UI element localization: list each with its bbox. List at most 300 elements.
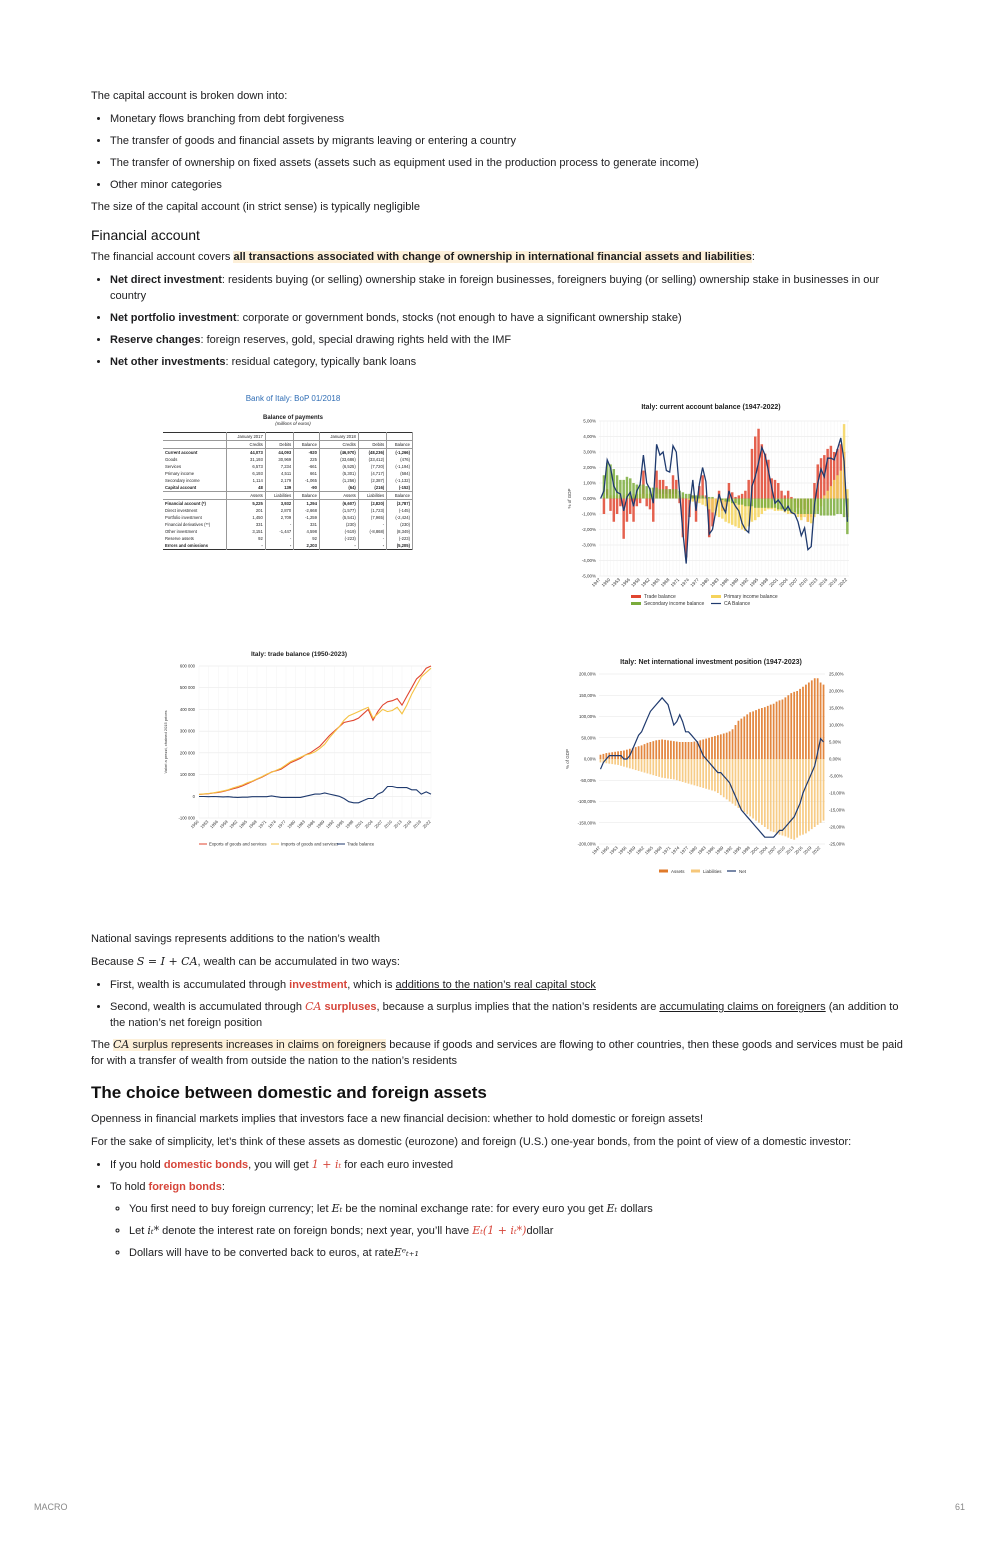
bar — [744, 499, 746, 507]
x-tick-label: 1959 — [626, 845, 637, 856]
table-cell: (64) — [319, 484, 358, 492]
table-cell: Capital account — [163, 484, 226, 492]
legend-label: CA Balance — [724, 601, 751, 607]
ca-chart-figure — [561, 396, 861, 616]
bar — [817, 499, 819, 515]
text: , which is — [347, 979, 396, 991]
y-tick-label: 500 000 — [179, 685, 195, 691]
bar — [711, 499, 713, 513]
emphasis: investment — [289, 979, 348, 991]
bar — [632, 483, 634, 499]
table-header-row — [163, 492, 413, 500]
table-cell: Balance — [387, 492, 413, 500]
bar — [740, 719, 742, 759]
table-cell: 201 — [226, 507, 265, 514]
table-cell: - — [358, 521, 386, 528]
bar — [773, 704, 775, 759]
choice-p1: Openness in financial markets implies that investors face a new financial decision: whether to hold domestic or foreign assets! — [91, 1113, 704, 1125]
table-cell: January 2017 — [226, 433, 265, 441]
emphasis: domestic bonds — [163, 1159, 249, 1171]
table-cell: -90 — [294, 484, 320, 492]
text: be the nominal exchange rate: for every euro you get — [342, 1203, 607, 1215]
table-cell: -920 — [294, 449, 320, 457]
bar — [698, 499, 700, 504]
list-item — [110, 310, 911, 326]
bar — [667, 740, 669, 759]
bar — [755, 710, 757, 759]
bar — [840, 471, 842, 499]
bar — [647, 743, 649, 759]
x-tick-label: 1953 — [610, 577, 622, 588]
table-row — [163, 500, 413, 508]
bar — [774, 480, 776, 499]
bar — [694, 742, 696, 759]
bar — [746, 714, 748, 759]
bar — [714, 736, 716, 759]
bar — [662, 489, 664, 498]
y-tick-label: 3,00% — [583, 449, 596, 455]
table-cell: (-1,132) — [387, 477, 413, 484]
bar — [696, 759, 698, 786]
table-cell: Financial derivatives (**) — [163, 521, 226, 528]
y-tick-label: -150,00% — [577, 820, 596, 826]
highlight-text: all transactions associated with change of ownership in international financial assets and liabilities — [233, 251, 752, 263]
list-item: • The transfer of ownership on fixed assets (assets such as equipment used in the production process to generate income) — [110, 155, 911, 171]
page-number: 61 — [955, 1502, 966, 1512]
table-cell: 331 — [226, 521, 265, 528]
table-cell: (216) — [358, 484, 386, 492]
bar — [649, 759, 651, 774]
x-tick-label: 2004 — [363, 819, 374, 830]
bar — [787, 695, 789, 759]
bar — [830, 486, 832, 498]
x-tick-label: 1962 — [634, 845, 646, 856]
table-cell: (5,205) — [387, 542, 413, 550]
table-header-row — [163, 433, 413, 441]
table-cell: Credits — [319, 441, 358, 449]
table-cell: Primary income — [163, 470, 226, 477]
bar — [782, 759, 784, 836]
bar — [735, 725, 737, 759]
bar — [811, 759, 813, 829]
list-item: • The transfer of goods and financial assets by migrants leaving or entering a country — [110, 133, 911, 149]
text: Second, wealth is accumulated through — [110, 1001, 306, 1013]
text: dollars — [617, 1203, 653, 1215]
sub-list — [110, 1201, 911, 1261]
y-tick-label: 100 000 — [179, 772, 195, 778]
bar — [675, 489, 677, 498]
y-tick-label: 1,00% — [583, 480, 596, 486]
y-tick-label: 2,00% — [583, 465, 596, 470]
bar — [636, 499, 638, 507]
bar — [622, 480, 624, 499]
bar — [787, 491, 789, 499]
table-cell: 30,969 — [265, 456, 293, 463]
bar — [721, 499, 723, 501]
bar — [652, 741, 654, 759]
x-tick-label: 1974 — [266, 819, 278, 830]
table-row — [163, 521, 413, 528]
text: denote the interest rate on foreign bonds; next year, you’ll have — [159, 1225, 473, 1237]
table-cell: (584) — [387, 470, 413, 477]
bar — [780, 491, 782, 499]
bar — [833, 499, 835, 516]
bar — [691, 742, 693, 759]
x-tick-label: 1992 — [722, 845, 734, 856]
table-cell: (1,723) — [358, 507, 386, 514]
bar — [738, 721, 740, 759]
bar — [600, 755, 602, 759]
list-item — [110, 1157, 911, 1173]
bar — [808, 759, 810, 831]
y-axis-label: % of GDP — [565, 748, 570, 770]
x-tick-label: 1989 — [728, 577, 740, 588]
table-cell — [265, 433, 293, 441]
bar — [749, 712, 751, 759]
bar — [767, 759, 769, 829]
bar — [728, 499, 730, 524]
text: Dollars will have to be converted back to euros, at rate — [129, 1247, 394, 1259]
bar — [641, 745, 643, 759]
table-cell: Direct investment — [163, 507, 226, 514]
x-tick-label: 1971 — [669, 577, 681, 588]
choice-list — [91, 1157, 911, 1261]
bar — [701, 499, 703, 505]
table-cell: 1,114 — [226, 477, 265, 484]
table-cell: 4,598 — [294, 528, 320, 535]
emphasis: surpluses — [321, 1001, 377, 1013]
x-tick-label: 2010 — [797, 577, 809, 588]
bar — [797, 499, 799, 515]
table-cell: -2,668 — [294, 507, 320, 514]
x-tick-label: 1950 — [189, 819, 200, 830]
x-tick-label: 2007 — [766, 845, 778, 856]
bar — [673, 741, 675, 759]
y-tick-label: 5,00% — [583, 418, 596, 424]
text: Because — [91, 956, 137, 968]
bar — [823, 499, 825, 516]
table-cell: Assets — [226, 492, 265, 500]
bar — [676, 759, 678, 780]
table-cell: (-1,194) — [387, 463, 413, 470]
bar — [664, 740, 666, 759]
bar — [616, 475, 618, 498]
y-axis-label: Valori a prezzi, chained 2015 prices — [163, 710, 168, 774]
table-cell: Errors and omissions — [163, 542, 226, 550]
x-tick-label: 1947 — [590, 845, 602, 856]
savings-p3 — [91, 1037, 911, 1069]
y-tick-label: -50,00% — [579, 777, 596, 783]
list-item — [110, 354, 911, 370]
bar — [635, 747, 637, 759]
bar — [641, 759, 643, 772]
table-cell: (-2,424) — [387, 514, 413, 521]
savings-p2 — [91, 954, 911, 970]
bar — [661, 759, 663, 778]
legend-label: Secondary income balance — [644, 601, 705, 607]
trade-balance-chart — [159, 646, 439, 851]
x-tick-label: 1959 — [218, 819, 229, 830]
bar — [664, 759, 666, 778]
bar — [708, 499, 710, 510]
bar — [701, 475, 703, 498]
bar — [787, 759, 789, 838]
table-cell: Debits — [358, 441, 386, 449]
legend-label: Assets — [671, 869, 685, 874]
table-row — [163, 514, 413, 521]
x-tick-label: 1980 — [687, 845, 699, 856]
bar — [810, 499, 812, 515]
equation: CA — [113, 1038, 130, 1051]
financial-heading: Financial account — [91, 227, 200, 243]
table-cell: 7,234 — [265, 463, 293, 470]
bar — [692, 495, 694, 498]
y-tick-label: -5,00% — [581, 573, 596, 579]
bar — [638, 759, 640, 771]
table-cell: 1,294 — [294, 500, 320, 508]
y-tick-label-right: -10,00% — [829, 790, 846, 796]
bop-table — [163, 432, 413, 550]
bar — [823, 495, 825, 498]
legend-swatch — [691, 870, 700, 873]
table-cell: - — [358, 542, 386, 550]
text: , you will get — [248, 1159, 312, 1171]
bar — [782, 700, 784, 760]
x-tick-label: 1989 — [714, 845, 725, 856]
bop-title: Balance of payments — [262, 415, 324, 421]
x-tick-label: 2016 — [793, 845, 804, 856]
table-cell — [358, 433, 386, 441]
equation: iₜ* — [147, 1224, 160, 1237]
capital-intro: The capital account is broken down into: — [91, 90, 288, 102]
bar — [823, 759, 825, 821]
definition: : foreign reserves, gold, special drawing rights held with the IMF — [200, 334, 512, 346]
table-cell: - — [265, 542, 293, 550]
x-tick-label: 1965 — [649, 577, 661, 588]
x-tick-label: 1959 — [630, 577, 641, 588]
bar — [705, 739, 707, 759]
x-tick-label: 1992 — [738, 577, 750, 588]
bar — [679, 742, 681, 759]
x-tick-label: 2019 — [802, 845, 813, 856]
term: Net portfolio investment — [110, 312, 237, 324]
bar — [659, 489, 661, 498]
x-tick-label: 2019 — [411, 819, 423, 830]
bar — [688, 759, 690, 784]
bar — [603, 499, 605, 515]
text: : — [221, 1181, 225, 1193]
text: because if goods and services are flowing to other countries, then these goods and services must be paid for with a transfer of wealth from outside the nation to the nation’s residents — [91, 1039, 903, 1067]
y-tick-label-right: -5,00% — [829, 773, 843, 779]
bar — [655, 740, 657, 759]
bar — [655, 759, 657, 776]
table-cell: (-1,266) — [387, 449, 413, 457]
bar — [770, 499, 772, 508]
table-cell: Debits — [265, 441, 293, 449]
y-tick-label: 150,00% — [579, 692, 596, 698]
figures-area — [91, 376, 911, 931]
bar — [747, 480, 749, 499]
financial-list — [91, 272, 911, 370]
table-cell: (46,970) — [319, 449, 358, 457]
y-tick-label-right: -25,00% — [829, 841, 846, 847]
table-cell: Goods — [163, 456, 226, 463]
bar — [738, 499, 740, 505]
bar — [667, 759, 669, 779]
table-cell: Other investment — [163, 528, 226, 535]
y-tick-label: 0 — [192, 793, 195, 799]
x-tick-label: 2007 — [788, 577, 799, 588]
bar — [688, 742, 690, 759]
table-cell: Balance — [294, 441, 320, 449]
legend-label: Net — [739, 869, 747, 874]
x-tick-label: 1995 — [334, 819, 345, 830]
table-row — [163, 528, 413, 535]
definition: : corporate or government bonds, stocks (not enough to have a significant ownership stake) — [236, 312, 682, 324]
x-tick-label: 2019 — [827, 577, 839, 588]
x-tick-label: 1965 — [643, 845, 655, 856]
bar — [755, 759, 757, 821]
table-cell: Reserve assets — [163, 535, 226, 542]
bar — [734, 499, 736, 504]
bar — [740, 759, 742, 810]
x-tick-label: 1977 — [678, 845, 690, 856]
bar — [754, 499, 756, 508]
bar — [726, 733, 728, 759]
table-cell: - — [319, 542, 358, 550]
y-tick-label: 200,00% — [579, 671, 596, 677]
bar — [817, 759, 819, 825]
table-row — [163, 542, 413, 550]
bar — [741, 499, 743, 505]
text: The financial account covers — [91, 251, 234, 263]
x-tick-label: 1962 — [640, 577, 651, 588]
bar — [807, 499, 809, 515]
y-tick-label-right: -15,00% — [829, 807, 846, 813]
x-tick-label: 1974 — [670, 845, 681, 856]
emphasis: foreign bonds — [148, 1181, 222, 1193]
y-tick-label: 0,00% — [583, 496, 596, 501]
x-tick-label: 2007 — [373, 819, 384, 830]
list-item — [129, 1245, 911, 1261]
bar — [790, 693, 792, 759]
bar — [796, 691, 798, 759]
bar — [617, 759, 619, 765]
table-cell: 6,573 — [226, 463, 265, 470]
x-tick-label: 1986 — [705, 845, 716, 856]
x-tick-label: 1962 — [228, 819, 239, 830]
list-item — [110, 332, 911, 348]
y-tick-label-right: 10,00% — [829, 722, 844, 728]
bar — [711, 759, 713, 790]
text: , because a surplus implies that the nation’s residents are — [376, 1001, 660, 1013]
table-cell: (48,236) — [358, 449, 386, 457]
bar — [694, 759, 696, 785]
bar — [814, 759, 816, 827]
equation: 1 + iₜ — [311, 1158, 342, 1171]
table-cell: (-145) — [387, 507, 413, 514]
bar — [830, 499, 832, 516]
text: Let — [129, 1225, 148, 1237]
bar — [820, 499, 822, 516]
bar — [826, 499, 828, 516]
bar — [638, 746, 640, 759]
table-row — [163, 507, 413, 514]
legend-label: Exports of goods and services — [209, 841, 267, 847]
x-tick-label: 2004 — [758, 845, 769, 856]
x-tick-label: 1992 — [324, 819, 336, 830]
x-tick-label: 1995 — [731, 845, 743, 856]
x-tick-label: 1974 — [679, 577, 691, 588]
bar — [608, 759, 610, 764]
bar — [761, 499, 763, 508]
text: You first need to buy foreign currency; let — [129, 1203, 332, 1215]
x-tick-label: 1986 — [305, 819, 316, 830]
bar — [793, 759, 795, 840]
bar — [767, 706, 769, 759]
bar — [705, 759, 707, 789]
bar — [784, 697, 786, 759]
table-cell: Current account — [163, 449, 226, 457]
table-cell: (4,717) — [358, 470, 386, 477]
text: dollar — [526, 1225, 554, 1237]
table-cell: (-223) — [387, 535, 413, 542]
bop-figure — [163, 394, 423, 594]
legend-swatch — [711, 595, 721, 598]
chart-title: Italy: Net international investment position (1947-2023) — [620, 659, 802, 666]
table-cell: 48 — [226, 484, 265, 492]
bar — [682, 492, 684, 498]
bar — [609, 499, 611, 511]
bar — [803, 499, 805, 515]
bar — [770, 705, 772, 759]
bar — [708, 738, 710, 759]
equation: Eₜ(1 + iₜ*) — [472, 1224, 527, 1237]
table-cell: Financial account (*) — [163, 500, 226, 508]
bar — [717, 735, 719, 759]
capital-closing: The size of the capital account (in strict sense) is typically negligible — [91, 201, 420, 213]
table-cell: (6,525) — [319, 463, 358, 470]
term: Net direct investment — [110, 274, 222, 286]
table-cell: -1,447 — [265, 528, 293, 535]
table-cell: (476) — [387, 456, 413, 463]
table-cell: (6,607) — [319, 500, 358, 508]
bar — [711, 497, 713, 499]
financial-lead — [91, 249, 911, 265]
bar — [701, 495, 703, 498]
ca-balance-chart — [561, 396, 861, 616]
table-cell: -1,065 — [294, 477, 320, 484]
bar — [808, 683, 810, 760]
bar — [685, 742, 687, 759]
x-tick-label: 2013 — [807, 577, 819, 588]
bar — [708, 497, 710, 499]
table-cell: 2,709 — [265, 514, 293, 521]
table-cell: (230) — [387, 521, 413, 528]
bar — [714, 759, 716, 791]
y-axis-label: % of GDP — [567, 488, 572, 509]
x-tick-label: 1989 — [315, 819, 326, 830]
bar — [720, 734, 722, 759]
bar — [758, 709, 760, 759]
bar — [779, 759, 781, 835]
bar — [661, 739, 663, 759]
legend-label: Liabilities — [703, 869, 722, 874]
x-tick-label: 1956 — [620, 577, 631, 588]
list-item — [110, 272, 911, 304]
x-tick-label: 2013 — [784, 845, 795, 856]
table-cell: (2,387) — [358, 477, 386, 484]
